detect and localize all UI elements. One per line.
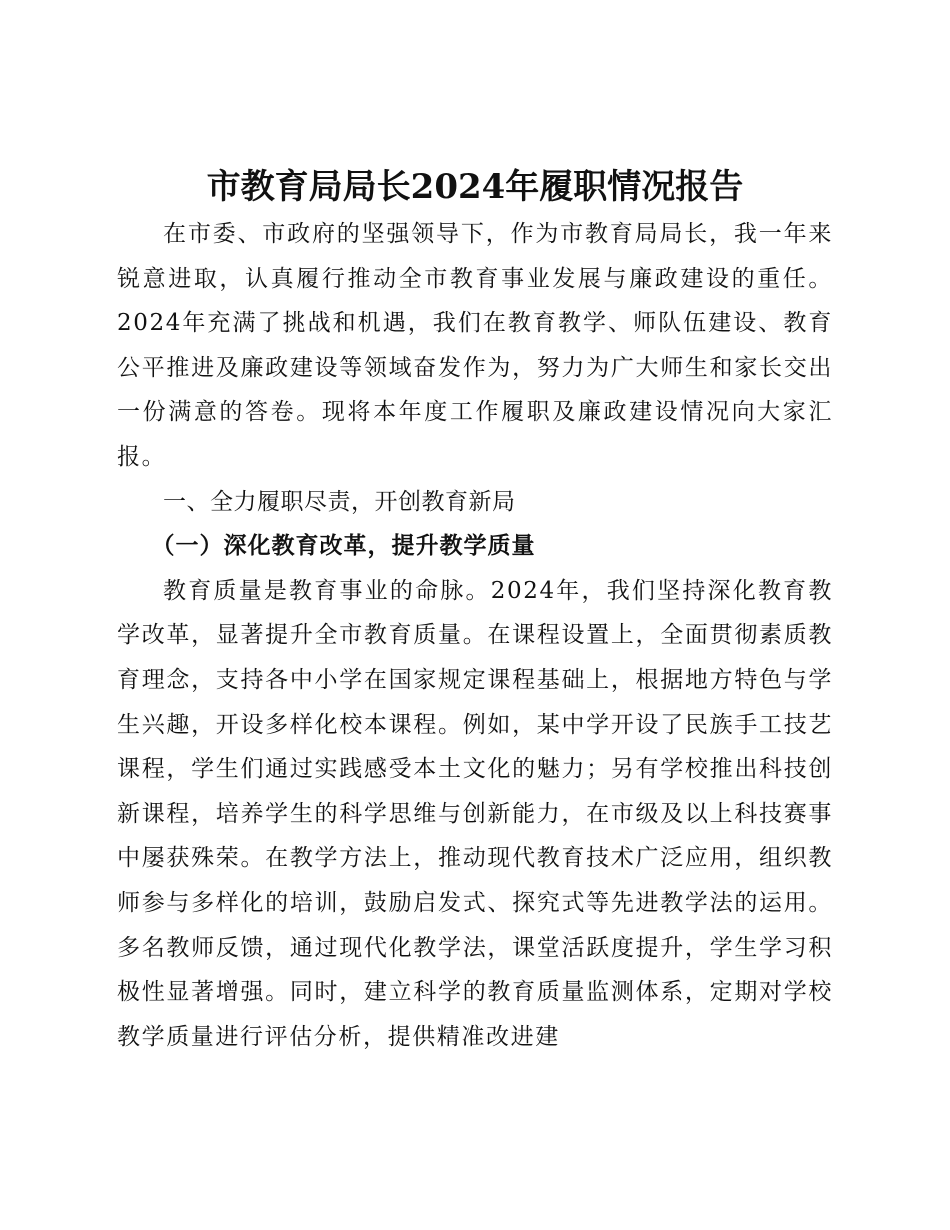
subsection-heading: （一）深化教育改革，提升教学质量 <box>151 532 536 560</box>
subsection-paragraph: 教育质量是教育事业的命脉。2024年，我们坚持深化教育教学改革，显著提升全市教育质量。在课程设置上，全面贯彻素质教育理念，支持各中小学在国家规定课程基础上，根据地方特色与学生兴趣，开设多样化校本课程。例如，某中学开设了民族手工技艺课程，学生们通过实践感受本土文化的魅力；另有学校推出科技创新课程，培养学生的科学思维与创新能力，在市级及以上科技赛事中屡获殊荣。在教学方法上，推动现代教育技术广泛应用，组织教师参与多样化的培训，鼓励启发式、探究式等先进教学法的运用。多名教师反馈，通过现代化教学法，课堂活跃度提升，学生学习积极性显著增强。同时，建立科学的教育质量监测体系，定期对学校教学质量进行评估分析，提供精准改进建 <box>117 577 833 1050</box>
document-body <box>117 212 833 1059</box>
intro-paragraph: 在市委、市政府的坚强领导下，作为市教育局局长，我一年来锐意进取，认真履行推动全市教育事业发展与廉政建设的重任。2024年充满了挑战和机遇，我们在教育教学、师队伍建设、教育公平推进及廉政建设等领域奋发作为，努力为广大师生和家长交出一份满意的答卷。现将本年度工作履职及廉政建设情况向大家汇报。 <box>117 221 833 470</box>
section-heading: 一、全力履职尽责，开创教育新局 <box>163 488 516 515</box>
document-title: 市教育局局长2024年履职情况报告 <box>206 167 744 207</box>
